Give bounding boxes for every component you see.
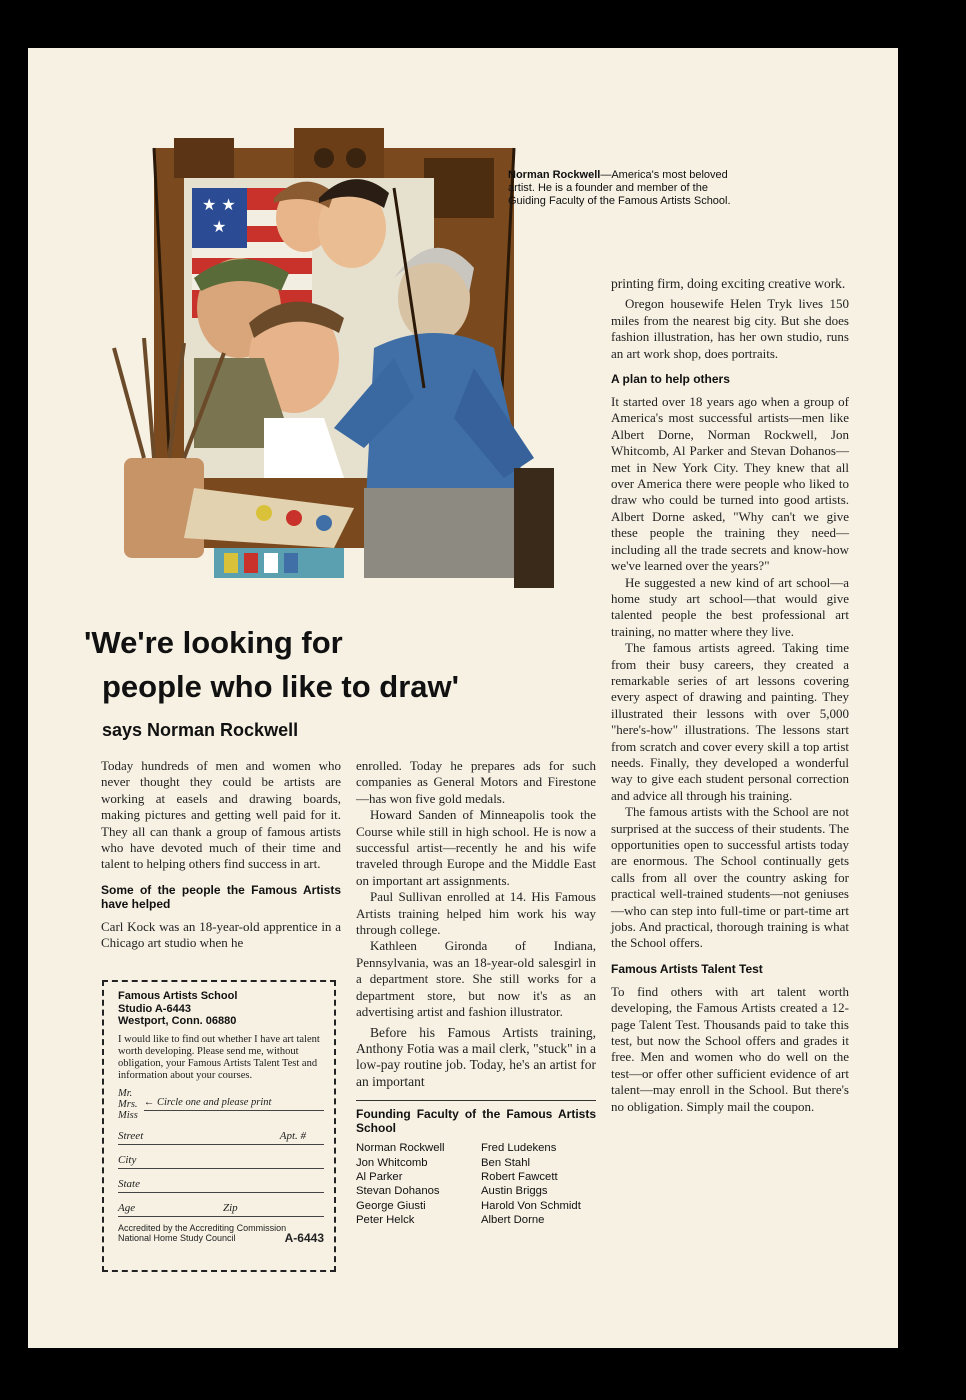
paragraph-paul-sullivan: Paul Sullivan enrolled at 14. His Famous Artists training helped him work his way through college. [356, 889, 596, 938]
paragraph-carl-kock-cont: enrolled. Today he prepares ads for such companies as General Motors and Firestone—has won five gold medals. [356, 758, 596, 806]
faculty-name: Austin Briggs [481, 1185, 548, 1198]
accreditation-text: Accredited by the Accrediting Commission National Home Study Council [118, 1222, 287, 1243]
section-heading-helped: Some of the people the Famous Artists have helped [101, 882, 341, 911]
faculty-name: Jon Whitcomb [356, 1156, 428, 1169]
column-1 [101, 758, 341, 952]
coupon-request-text: I would like to find out whether I have art talent worth developing. Please send me, without obligation, your Famous Artists Talent Test and information about your courses. [118, 1033, 320, 1081]
svg-text:★ ★: ★ ★ [202, 195, 236, 214]
apt-label: Apt. # [279, 1129, 306, 1142]
circle-instruction: ← Circle one and please print [144, 1097, 324, 1111]
illustration-caption [508, 169, 738, 208]
coupon-school: Famous Artists School [118, 990, 238, 1002]
paragraph-carl-kock: Carl Kock was an 18-year-old apprentice in a Chicago art studio when he [101, 918, 341, 951]
faculty-name: Stevan Dohanos [356, 1185, 440, 1198]
state-field[interactable] [118, 1178, 324, 1193]
age-label: Age [118, 1201, 136, 1214]
street-label: Street [118, 1129, 144, 1142]
faculty-name: Albert Dorne [481, 1214, 545, 1227]
caption-text: —America's most beloved artist. He is a founder and member of the Guiding Faculty of the Famous Artists School. [508, 169, 731, 207]
faculty-name: Norman Rockwell [356, 1142, 445, 1155]
coupon-code: A-6443 [284, 1231, 324, 1245]
title-selector[interactable] [118, 1088, 324, 1121]
faculty-name: George Giusti [356, 1199, 426, 1212]
column-3 [611, 276, 849, 1115]
subhead: says Norman Rockwell [102, 720, 299, 740]
faculty-name: Harold Von Schmidt [481, 1199, 581, 1212]
svg-text:★: ★ [212, 217, 227, 236]
intro-paragraph: Today hundreds of men and women who never thought they could be artists are working at easels and drawing boards, making pictures and getting well paid for it. They all can thank a group of famous artists who have devoted much of their time and talent to helping others find success in art. [101, 758, 341, 872]
headline-line1: 'We're looking for [84, 625, 343, 660]
divider [356, 1100, 596, 1101]
accreditation [118, 1223, 324, 1244]
faculty-name: Ben Stahl [481, 1156, 530, 1169]
faculty-name: Peter Helck [356, 1214, 415, 1227]
paragraph-talent-test: To find others with art talent worth developing, the Famous Artists created a 12-page Talent Test. Thousands paid to take this test, but now the School offers and grades it free. Men and women who do well on the test—or offer other sufficient evidence of art talent—may enroll in the School. But there's no obligation. Simply mail the coupon. [611, 983, 849, 1114]
rockwell-illustration [94, 128, 574, 608]
coupon-studio: Studio A-6443 [118, 1002, 191, 1015]
coupon-address [118, 990, 324, 1028]
paragraph-history: It started over 18 years ago when a group of America's most successful artists—men like Albert Dorne, Norman Rockwell, Jon Whitcomb, Al Parker and Stevan Dohanos—met in New York City. They knew that all over America there were people who liked to draw who could be turned into good artists. Albert Dorne asked, "Why can't we give these people the training they need—including all the trade secrets and know-how we've learned over the years?" [611, 394, 849, 574]
mail-coupon[interactable] [102, 980, 336, 1272]
paragraph-printing-firm: printing firm, doing exciting creative work. [611, 276, 846, 291]
headline [84, 621, 604, 709]
paragraph-kathleen-gironda: Kathleen Gironda of Indiana, Pennsylvania, was an 18-year-old salesgirl in a department store. She still works for a department store, but now it's as an advertising artist and fashion illustrator. [356, 938, 596, 1020]
faculty-heading: Founding Faculty of the Famous Artists School [356, 1107, 596, 1136]
state-label: State [118, 1177, 140, 1190]
faculty-name: Al Parker [356, 1170, 403, 1183]
faculty-name: Fred Ludekens [481, 1142, 557, 1155]
column-2 [356, 758, 596, 1228]
street-field[interactable] [118, 1130, 324, 1145]
paragraph-home-study: He suggested a new kind of art school—a home study art school—that would give talented people the best professional art training, no matter where they live. [611, 574, 849, 639]
paragraph-howard-sanden: Howard Sanden of Minneapolis took the Course while still in high school. He is now a successful artist—recently he and his wife traveled through Europe and the Middle East on important art assignments. [356, 807, 596, 888]
age-zip-field[interactable] [118, 1202, 324, 1217]
paragraph-helen-tryk: Oregon housewife Helen Tryk lives 150 miles from the nearest big city. But she does fashion illustration, has her own studio, runs an art work shop, does portraits. [611, 296, 849, 361]
coupon-city-state: Westport, Conn. 06880 [118, 1015, 237, 1027]
city-field[interactable] [118, 1154, 324, 1169]
title-mrs[interactable]: Mrs. [118, 1098, 138, 1110]
caption-name: Norman Rockwell [508, 169, 601, 181]
paragraph-opportunities: The famous artists with the School are not surprised at the success of their students. The opportunities open to successful artists today are enormous. The School continually gets calls from all over the country asking for practical well-trained students—not geniuses—who can step into full-time or part-time art jobs. And practical, thorough training is what the School offers. [611, 804, 849, 951]
faculty-name: Robert Fawcett [481, 1170, 558, 1183]
title-mr[interactable]: Mr. [118, 1087, 133, 1099]
title-miss[interactable]: Miss [118, 1109, 138, 1121]
section-heading-talent-test: Famous Artists Talent Test [611, 961, 763, 976]
zip-label: Zip [223, 1201, 238, 1214]
faculty-list [356, 1141, 596, 1227]
city-label: City [118, 1153, 137, 1166]
headline-line2: people who like to draw' [102, 669, 460, 704]
paragraph-anthony-fotia: Before his Famous Artists training, Anthony Fotia was a mail clerk, "stuck" in a low-pay routine job. Today, he's an artist for an important [356, 1024, 596, 1089]
paragraph-lessons: The famous artists agreed. Taking time from their busy careers, they created a remarkable series of art lessons covering every aspect of drawing and painting. They illustrated their lessons with over 5,000 "here's-how" illustrations. The lessons start from scratch and cover every skill a top artist needs. Finally, they developed a wonderful way to give each student personal correction and advice all through his training. [611, 640, 849, 803]
magazine-page [28, 48, 898, 1348]
section-heading-plan: A plan to help others [611, 372, 730, 387]
